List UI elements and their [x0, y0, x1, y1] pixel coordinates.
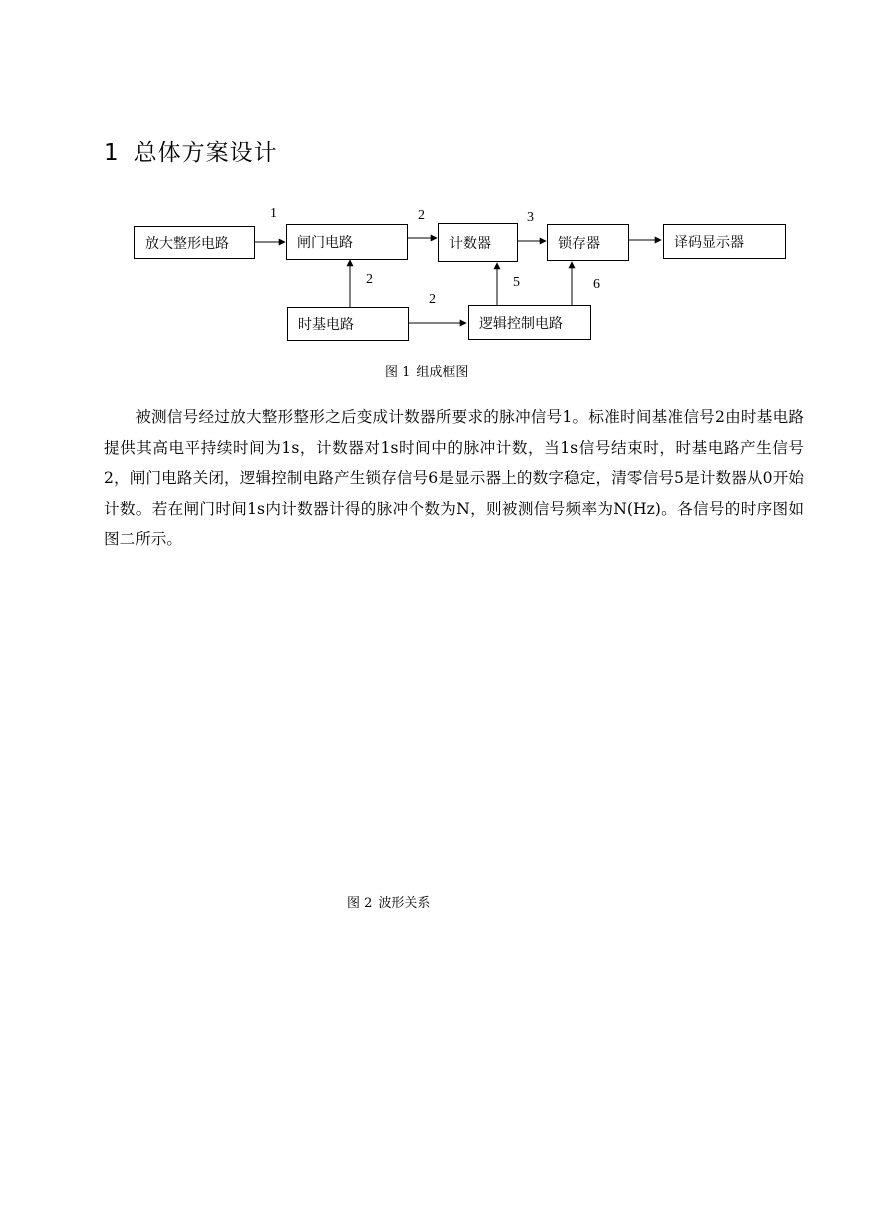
figure-2-number: 图 2	[347, 896, 373, 911]
signal-label-2-timebase-logic: 2	[429, 292, 436, 307]
section-number: 1	[104, 140, 120, 166]
figure-2-title: 波形关系	[378, 896, 431, 911]
box-logic: 逻辑控制电路	[468, 305, 591, 340]
signal-label-1: 1	[270, 206, 277, 221]
box-amplifier: 放大整形电路	[134, 226, 255, 259]
section-title: 总体方案设计	[133, 140, 278, 166]
signal-label-3: 3	[527, 210, 534, 225]
signal-label-2-gate-counter: 2	[418, 208, 425, 223]
signal-label-6: 6	[593, 277, 600, 292]
signal-label-2-timebase-gate: 2	[366, 272, 373, 287]
body-paragraph: 被测信号经过放大整形整形之后变成计数器所要求的脉冲信号1。标准时间基准信号2由时基电路提供其高电平持续时间为1s，计数器对1s时间中的脉冲计数，当1s信号结束时，时基电路产生信号2，闸门电路关闭，逻辑控制电路产生锁存信号6是显示器上的数字稳定，清零信号5是计数器从0开始计数。若在闸门时间1s内计数器计得的脉冲个数为N，则被测信号频率为N(Hz)。各信号的时序图如图二所示。	[104, 408, 804, 548]
figure-1-number: 图 1	[385, 365, 411, 380]
diagram-connectors	[0, 0, 869, 400]
box-gate: 闸门电路	[286, 224, 408, 260]
box-decoder: 译码显示器	[663, 224, 786, 259]
figure-2-caption	[347, 892, 430, 911]
box-latch: 锁存器	[547, 224, 629, 261]
box-timebase: 时基电路	[287, 307, 409, 341]
signal-label-5: 5	[513, 275, 520, 290]
figure-1-caption	[385, 361, 468, 380]
box-counter: 计数器	[438, 223, 518, 262]
figure-1-title: 组成框图	[416, 365, 469, 380]
